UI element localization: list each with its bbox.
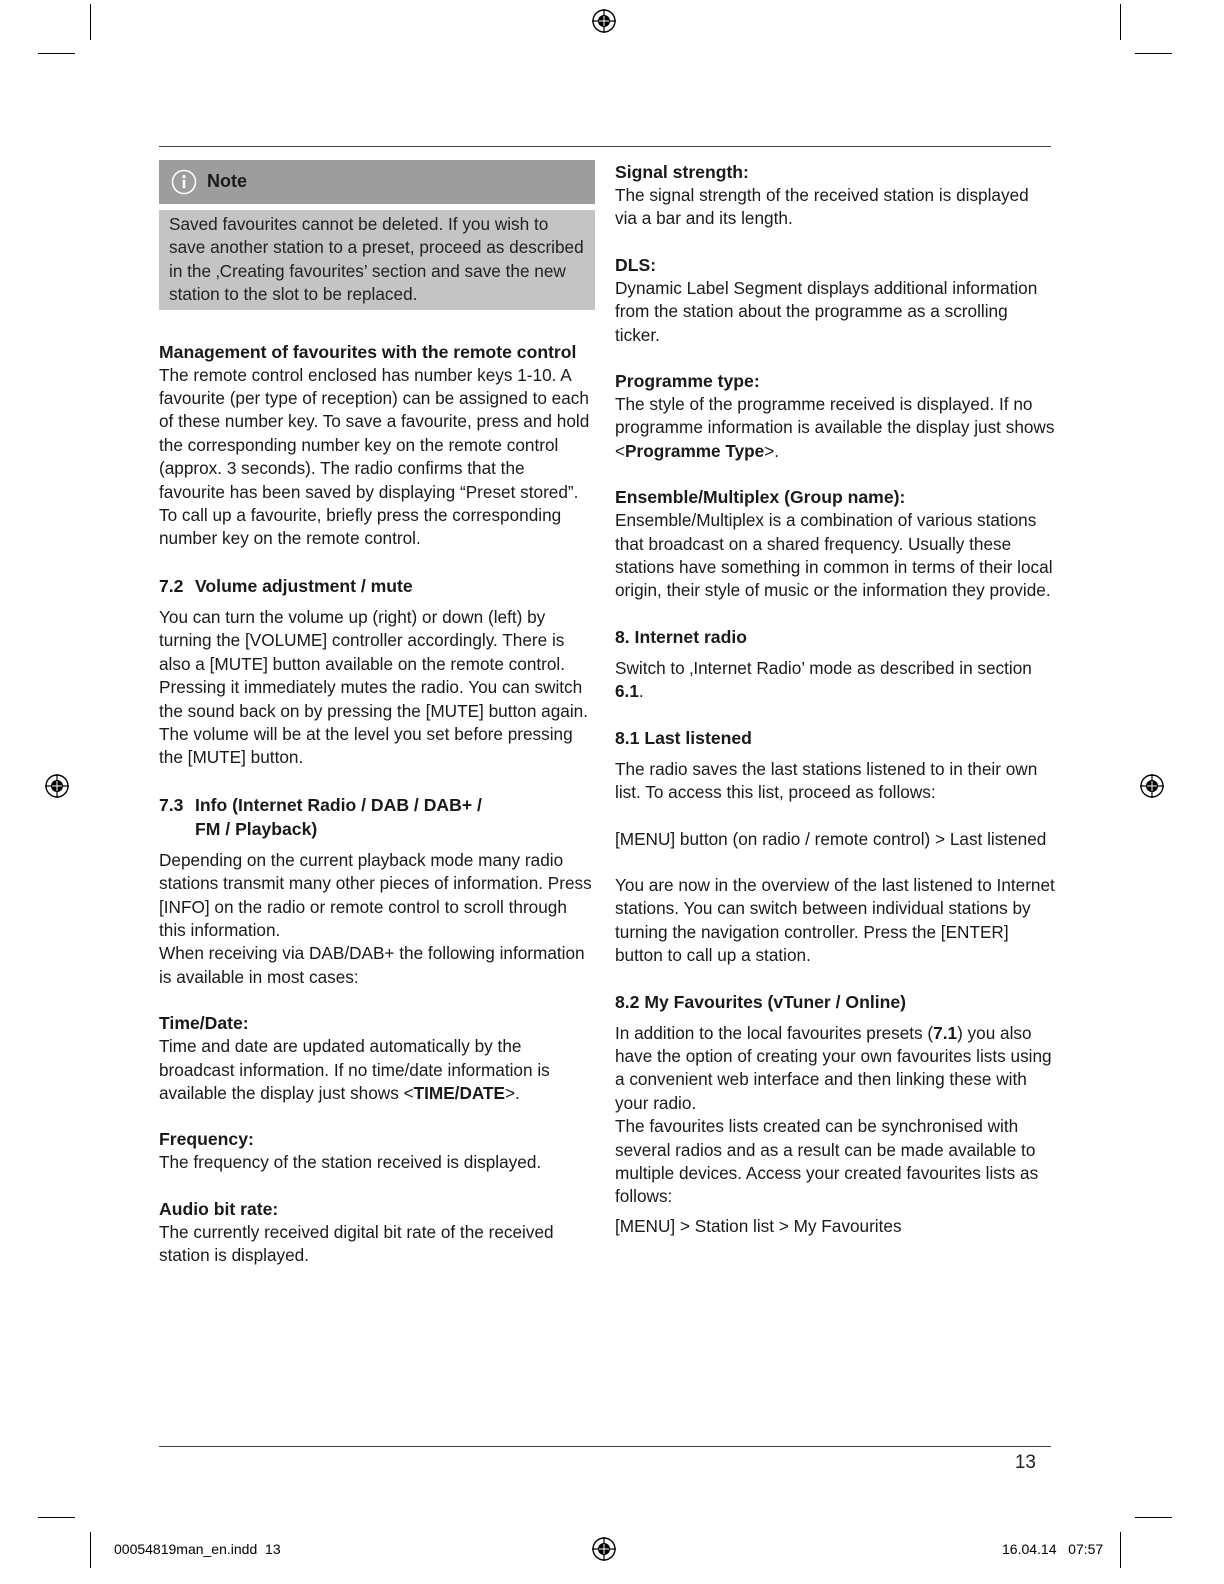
dls-text: Dynamic Label Segment displays additional information from the station about the programme as a scrolling ticker. <box>615 277 1038 345</box>
mgmt-text: The remote control enclosed has number keys 1-10. A favourite (per type of reception) can be assigned to each of these number key. To save a favourite, press and hold the corresponding number key on the remote control (approx. 3 seconds). The radio confirms that the favourite has been saved by displaying “Preset stored”. To call up a favourite, briefly press the corresponding number key on the remote control. <box>159 364 590 549</box>
crop-mark <box>1120 4 1121 40</box>
slug-date: 16.04.14 <box>1002 1541 1057 1557</box>
section-7-2-text: You can turn the volume up (right) or down (left) by turning the [VOLUME] controller accordingly. There is also a [MUTE] button available on the remote control. Pressing it immediately mutes the radio. You can switch the sound back on by pressing the [MUTE] button again. The volume will be at the level you set before pressing the [MUTE] button. <box>159 606 588 768</box>
left-column <box>159 160 595 1268</box>
ensemble-text: Ensemble/Multiplex is a combination of various stations that broadcast on a shared frequency. Usually these stations have something in common in terms of their local origin, their style of music or the information they provide. <box>615 510 1053 601</box>
note-header <box>159 160 595 204</box>
crop-mark <box>38 1517 75 1518</box>
bitrate-heading: Audio bit rate: <box>159 1198 279 1219</box>
crop-mark <box>1135 1517 1172 1518</box>
signal-text: The signal strength of the received station is displayed via a bar and its length. <box>615 185 1029 229</box>
section-8-1-heading: 8.1 Last listened <box>615 727 752 748</box>
crop-mark <box>90 1532 91 1568</box>
registration-mark-icon <box>591 8 617 34</box>
section-8-1-text: The radio saves the last stations listened to in their own list. To access this list, proceed as follows: <box>615 758 1038 803</box>
registration-mark-icon <box>1139 773 1165 799</box>
section-7-3-text-2: When receiving via DAB/DAB+ the following information is available in most cases: <box>159 943 585 987</box>
ensemble-heading: Ensemble/Multiplex (Group name): <box>615 487 906 508</box>
section-8-2-heading: 8.2 My Favourites (vTuner / Online) <box>615 991 907 1012</box>
note-title: Note <box>207 171 247 192</box>
right-column <box>615 160 1055 1238</box>
section-title: Volume adjustment / mute <box>195 575 413 596</box>
slug-datetime <box>1002 1541 1103 1557</box>
section-8-2-text: In addition to the local favourites presets (7.1) you also have the option of creating your own favourites lists using a convenient web interface and then linking these with your radio. <box>615 1022 1052 1113</box>
slug-filename: 00054819man_en.indd <box>114 1541 258 1557</box>
section-7-3-text: Depending on the current playback mode many radio stations transmit many other pieces of information. Press [INFO] on the radio or remote control to scroll through this information. <box>159 849 592 940</box>
dls-heading: DLS: <box>615 254 657 275</box>
section-8-heading: 8. Internet radio <box>615 626 747 647</box>
header-rule <box>159 146 1051 147</box>
timedate-heading: Time/Date: <box>159 1013 249 1034</box>
crop-mark <box>90 4 91 40</box>
section-8-text: Switch to ‚Internet Radio’ mode as described in section 6.1. <box>615 657 1032 702</box>
info-icon <box>171 169 197 195</box>
note-box <box>159 160 595 310</box>
ptype-heading: Programme type: <box>615 371 760 392</box>
section-8-2-path: [MENU] > Station list > My Favourites <box>615 1215 902 1236</box>
frequency-text: The frequency of the station received is displayed. <box>159 1152 542 1173</box>
note-text: Saved favourites cannot be deleted. If you wish to save another station to a preset, proceed as described in the ‚Creating favourites’ section and save the new station to the slot to be replaced. <box>159 210 595 310</box>
mgmt-heading: Management of favourites with the remote control <box>159 341 577 362</box>
ptype-text: The style of the programme received is displayed. If no programme information is available the display just shows <Programme Type>. <box>615 394 1055 461</box>
crop-mark <box>1120 1532 1121 1568</box>
section-8-1-text-2: You are now in the overview of the last listened to Internet stations. You can switch between individual stations by turning the navigation controller. Press the [ENTER] button to call up a station. <box>615 874 1055 966</box>
section-8-2-text-2: The favourites lists created can be synchronised with several radios and as a result can be made available to multiple devices. Access your created favourites lists as follows: <box>615 1116 1039 1207</box>
slug-page: 13 <box>265 1541 281 1557</box>
slug-time: 07:57 <box>1068 1541 1104 1557</box>
section-title: Info (Internet Radio / DAB / DAB+ / FM / Playback) <box>195 794 482 839</box>
frequency-heading: Frequency: <box>159 1129 254 1150</box>
crop-mark <box>1135 53 1172 54</box>
slug-file <box>114 1541 281 1557</box>
registration-mark-icon <box>44 773 70 799</box>
signal-heading: Signal strength: <box>615 162 749 182</box>
page-number: 13 <box>1014 1452 1036 1473</box>
timedate-text: Time and date are updated automatically by the broadcast information. If no time/date information is available the display just shows <TIME/DATE>. <box>159 1036 550 1103</box>
registration-mark-icon <box>591 1536 617 1562</box>
section-7-2-heading <box>159 574 595 598</box>
footer-rule <box>159 1446 1051 1447</box>
section-8-1-path: [MENU] button (on radio / remote control) > Last listened <box>615 828 1047 849</box>
section-number: 7.2 <box>159 575 184 596</box>
bitrate-text: The currently received digital bit rate of the received station is displayed. <box>159 1221 554 1266</box>
section-7-3-heading <box>159 793 595 841</box>
section-number: 7.3 <box>159 794 184 815</box>
crop-mark <box>38 53 75 54</box>
